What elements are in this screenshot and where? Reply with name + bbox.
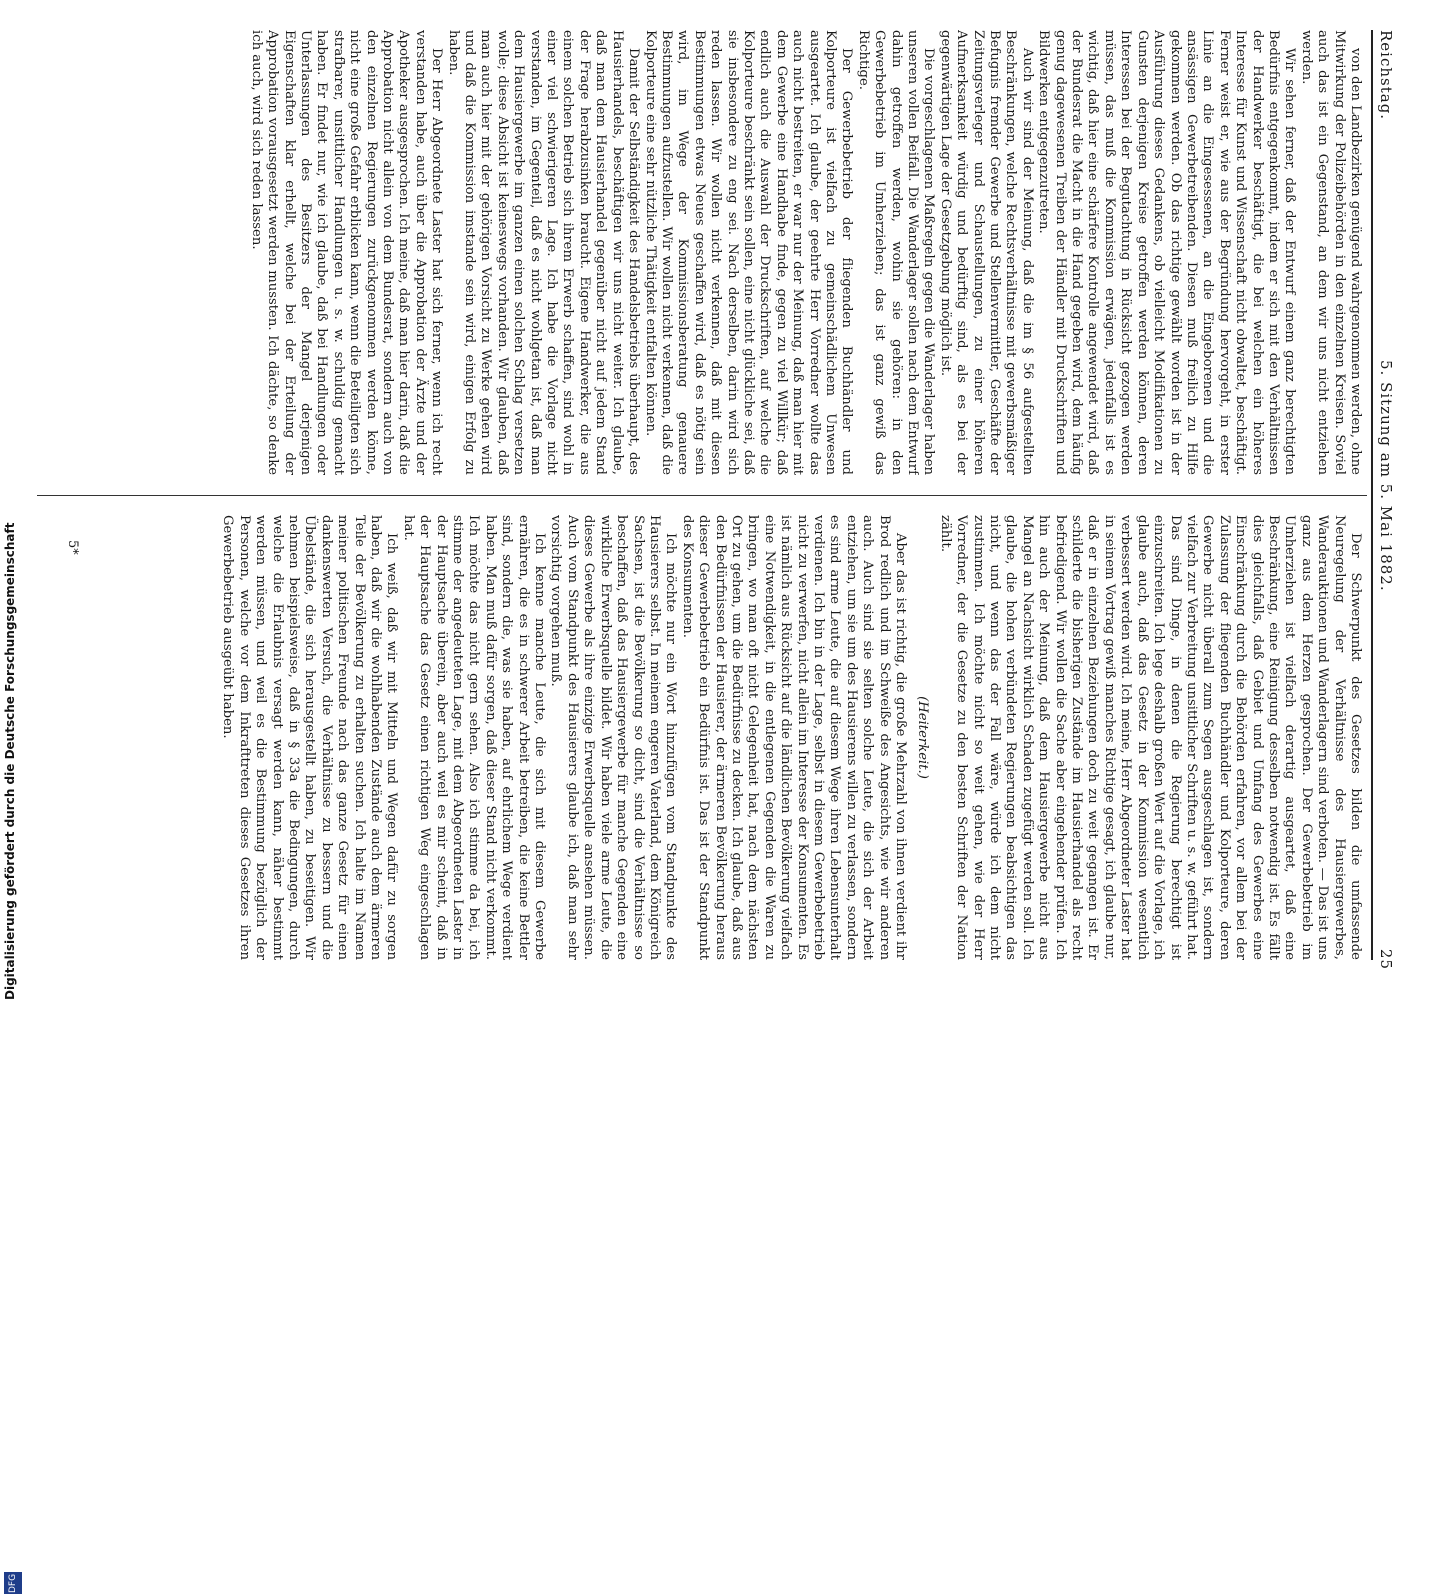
dfg-logo-icon: DFG (4, 1572, 22, 1594)
interjection-mark: (Heiterkeit.) (915, 696, 931, 779)
header-left: Reichstag. (1377, 30, 1395, 121)
paragraph: von den Landbezirken genügend wahrgenommen werden, ohne Mitwirkung der Polizeibehörden in den einzelnen Kreisen. Soviel auch das ist ein Gegenstand, an dem wir uns nicht entziehen werden. (1298, 30, 1363, 475)
paragraph: Ich weiß, daß wir mit Mitteln und Wegen dafür zu sorgen haben, daß wir die wohlhabenden Zustände auch dem ärmeren Teile der Bevölkerung zu erhalten suchen. Ich halte im Namen meiner politischen Freunde nach das ganze Gesetz für einen dankenswerten Versuch, die Verhältnisse zu bessern und die Übelstände, die sich herausgestellt haben, zu beseitigen. Wir nehmen beispielsweise, daß in § 33a die Bedingungen, durch welche die Erlaubnis versagt werden kann, näher bestimmt werden müssen, und weil es die Bestimmung bezüglich der Personen, welche vor dem Inkrafttreten dieses Gesetzes ihren Gewerbebetrieb ausgeübt haben. (220, 515, 400, 960)
signature-mark: 5* (65, 540, 80, 555)
column-divider (37, 495, 1367, 496)
left-column (33, 30, 1363, 475)
paragraph: Der Herr Abgeordnete Laster hat sich ferner, wenn ich recht verstanden habe, auch über die Approbation der Ärzte und der Apotheker ausgesprochen. Ich meine, daß man hier darin, daß die Approbation nicht allein von dem Bundesrat, sondern auch von den einzelnen Regierungen zurückgenommen werden könne, nicht eine große Gefahr erblicken kann, wenn die Beteiligten sich strafbarer, unsittlicher Handlungen u. s. w. schuldig gemacht haben. Er findet nur, wie ich glaube, daß bei Handlungen oder Unterlassungen des Besitzers der Mangel derjenigen Eigenschaften klar erhellt, welche bei der Erteilung der Approbation vorausgesetzt werden mussten. Ich dächte, so denke ich auch, wird sich reden lassen. (248, 30, 445, 475)
digitization-credit-bar (0, 522, 26, 1593)
paragraph: Wir sehen ferner, daß der Entwurf einem ganz berechtigten Bedürfnis entgegenkommt, indem er sich mit den Verhältnissen der Handwerker beschäftigt, die bei welchen ein höheres Interesse für Kunst und Wissenschaft nicht obwaltet, beschäftigt. Ferner weist er, wie aus der Begründung hervorgeht, in erster Linie an die Eingesessenen, an die Eingeborenen und die ansässigen Gewerbetreibenden. Diesen muß freilich zu Hilfe gekommen werden. Ob das richtige gewählt worden ist in der Ausführung dieses Gedankens, ob vielleicht Modifikationen zu Gunsten derjenigen Kreise getroffen werden können, deren Interessen bei der Begutachtung in Rücksicht gezogen werden müssen, das muß die Kommission erwägen, jedenfalls ist es wichtig, daß hier eine schärfere Kontrolle angewendet wird, daß der Bundesrat die Macht in die Hand gegeben wird, dem häufig genug dagewesenen Treiben der Händler mit Druckschriften und Bildwerken entgegenzutreten. (1036, 30, 1298, 475)
paragraph: Ich kenne manche Leute, die sich mit diesem Gewerbe ernähren, die es in schwerer Arbeit betreiben, die keine Bettler sind, sondern die, was sie haben, auf ehrlichem Wege verdient haben. Man muß dafür sorgen, daß dieser Stand nicht verkommt. Ich möchte das nicht gern sehen. Also ich stimme da bei, ich stimme der angedeuteten Lage, mit dem Abgeordneten Laster in der Hauptsache überein, aber auch weil es mir scheint, daß in der Hauptsache das Gesetz einen richtigen Weg eingeschlagen hat. (400, 515, 548, 960)
rotated-document-page (5, 0, 1405, 1000)
paragraph: Der Schwerpunkt des Gesetzes bilden die umfassende Neuregelung der Verhältnisse des Hausiergewerbes, Wanderauktionen und Wanderlagern sind verboten. — Das ist uns ganz aus dem Herzen gesprochen. Der Gewerbebetrieb im Umherziehen ist vielfach derartig ausgeartet, daß eine Beschränkung, eine Reinigung desselben notwendig ist. Es fällt dies gleichfalls, daß Gebiet und Umfang des Gewerbes eine Einschränkung durch die Behörden erfahren, vor allem bei der Zulassung der fliegenden Buchhändler und Kolporteure, deren Gewerbe nicht überall zum Segen ausgeschlagen ist, sondern vielfach zur Verbreitung unsittlicher Schriften u. s. w. geführt hat. Das sind Dinge, in denen die Regierung berechtigt ist einzuschreiten. Ich lege deshalb großen Wert auf die Vorlage, ich glaube auch, daß das Gesetz in der Kommission wesentlich verbessert werden wird. Ich meine, Herr Abgeordneter Laster hat in seinem Vortrag gewiß manches Richtige gesagt, ich glaube nur, daß er in einzelnen Beziehungen doch zu weit gegangen ist. Er schilderte die bisherigen Zustände im Hausierhandel als recht befriedigend. Wir wollen die Sache aber eingehender prüfen. Ich hin auch der Meinung, daß dem Hausiergewerbe nicht aus Mangel an Nachsicht wirklich Schaden zugefügt werden soll. Ich glaube, die hohen verbündeten Regierungen beabsichtigen das nicht, und wenn das der Fall wäre, würde ich dem nicht zustimmen. Ich möchte nicht so weit gehen, wie der Herr Vorredner, der die Gesetze zu den besten Schriften der Nation zählt. (937, 515, 1363, 960)
paragraph: Ich möchte nur ein Wort hinzufügen vom Standpunkte des Hausierers selbst. In meinem engeren Vaterland, dem Königreich Sachsen, ist die Bevölkerung so dicht, sind die Verhältnisse so beschaffen, daß das Hausiergewerbe für manche Gegenden eine wirkliche Erwerbsquelle bildet. Wir haben viele arme Leute, die dieses Gewerbe als ihre einzige Erwerbsquelle ansehen müssen. Auch vom Standpunkt des Hausierers glaube ich, daß man sehr vorsichtig vorgehen muß. (548, 515, 679, 960)
paragraph: Auch wir sind der Meinung, daß die im § 56 aufgestellten Beschränkungen, welche Rechtsverhältnisse mit gewerbsmäßiger Befugnis fremder Gewerbe und Stellenvermittler, Geschäfte der Zeitungsverleger und Schaustellungen, zu einer höheren Aufmerksamkeit würdig und bedürftig sind, als es bei der gegenwärtigen Lage der Gesetzgebung möglich ist. (937, 30, 1035, 475)
right-column (33, 515, 1363, 960)
header-rule (1371, 30, 1373, 960)
page-number: 25 (1377, 948, 1395, 970)
digitization-credit-text: Digitalisierung gefördert durch die Deutsche Forschungsgemeinschaft (3, 522, 17, 1000)
paragraph: Aber das ist richtig, die große Mehrzahl von ihnen verdient ihr Brod redlich und im Schweiße des Angesichts, wie wir anderen auch. Auch sind sie selten solche Leute, die sich der Arbeit entziehen, um sie um des Hausierens willen zu verlassen, sondern es sind arme Leute, die auf diesem Wege ihren Lebensunterhalt verdienen. Ich bin in der Lage, selbst in diesem Gewerbebetrieb nicht zu verwerfen, nicht allein im Interesse der Konsumenten. Es ist nämlich aus Rücksicht auf die ländlichen Bevölkerung vielfach eine Notwendigkeit, in die entlegenen Gegenden die Waren zu bringen, wo man oft nicht Gelegenheit hat, nach dem nächsten Ort zu gehen, um die Bedürfnisse zu decken. Ich glaube, daß aus den Bedürfnissen der Hausierer, der ärmeren Bevölkerung heraus dieser Gewerbebetrieb ein Bedürfnis ist. Das ist der Standpunkt des Konsumenten. (679, 515, 909, 960)
paragraph: Der Gewerbebetrieb der fliegenden Buchhändler und Kolporteure ist vielfach zu gemeinschädlichem Unwesen ausgeartet. Ich glaube, der geehrte Herr Vorredner wollte das auch nicht bestreiten, er war nur der Meinung, daß man hier mit dem Gewerbe eine Handhabe finde, gegen zu viel Willkür; daß endlich auch die Auswahl der Druckschriften, auf welche die Kolporteure beschränkt sein sollen, eine nicht glückliche sei, daß sie insbesondere zu eng sei. Nach derselben, darin wird sich reden lassen. Wir wollen nicht verkennen, daß mit diesen Bestimmungen etwas Neues geschaffen wird, daß es nötig sein wird, im Wege der Kommissionsberatung genauere Bestimmungen aufzustellen. Wir wollen nicht verkennen, daß die Kolporteure eine sehr nützliche Thätigkeit entfalten können. (642, 30, 855, 475)
paragraph: Damit der Selbständigkeit des Handelsbetriebs überhaupt, des Hausierhandels, beschäftigen wir uns nicht weiter. Ich glaube, daß man dem Hausierhandel gegenüber nicht auf jedem Stand der Frage herabzusinken braucht. Eigene Handwerker, die aus einem solchen Betrieb sich ihrem Erwerb schaffen, sind wohl in einer viel schwierigeren Lage. Ich habe die Vorlage nicht verstanden, im Gegenteil, daß es nicht wohlgetan ist, daß man dem Hausiergewerbe im ganzen einen solchen Schlag versetzen wolle; diese Absicht ist keineswegs vorhanden. Wir glauben, daß man auch hier mit der gehörigen Vorsicht zu Werke gehen wird und daß die Kommission imstande sein wird, einigen Erfolg zu haben. (445, 30, 642, 475)
page-header (1371, 30, 1397, 970)
header-center: 5. Sitzung am 5. Mai 1882. (1377, 360, 1395, 592)
paragraph: Die vorgeschlagenen Maßregeln gegen die Wanderlager haben unseren vollen Beifall. Die Wanderlager sollen nach dem Entwurf dahin getroffen werden, wohin sie gehören: in den Gewerbebetrieb im Umherziehen; das ist ganz gewiß das Richtige. (855, 30, 937, 475)
